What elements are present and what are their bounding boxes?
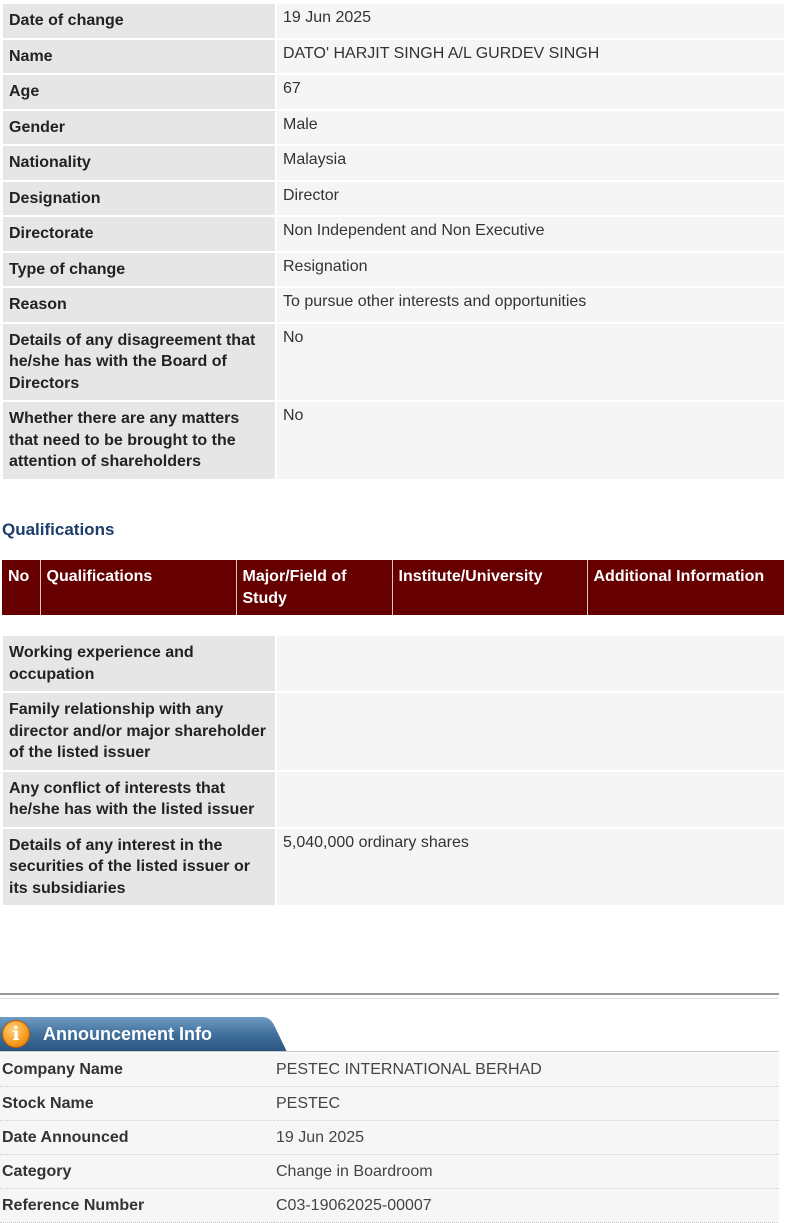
announcement-info-table (0, 1053, 779, 1223)
col-header-qualifications: Qualifications (40, 560, 236, 615)
director-details-table (3, 2, 784, 481)
detail-value (277, 693, 784, 770)
info-icon: i (2, 1020, 30, 1048)
col-header-additional-info: Additional Information (587, 560, 784, 615)
detail-value: Malaysia (277, 146, 784, 180)
additional-details-table (3, 634, 784, 907)
info-row (0, 1087, 779, 1121)
detail-label: Whether there are any matters that need to be brought to the attention of shareholders (3, 402, 277, 479)
info-row (0, 1121, 779, 1155)
qualifications-header-row (2, 560, 784, 615)
detail-value: Director (277, 182, 784, 216)
detail-label: Directorate (3, 217, 277, 251)
detail-row (3, 636, 784, 691)
detail-label: Details of any interest in the securities of the listed issuer or its subsidiaries (3, 829, 277, 906)
detail-row (3, 217, 784, 251)
info-label: Date Announced (0, 1121, 274, 1155)
detail-value: 67 (277, 75, 784, 109)
info-value: PESTEC INTERNATIONAL BERHAD (274, 1053, 779, 1087)
detail-value: No (277, 324, 784, 401)
col-header-institute: Institute/University (392, 560, 587, 615)
detail-row (3, 4, 784, 38)
info-row (0, 1053, 779, 1087)
detail-label: Nationality (3, 146, 277, 180)
section-divider-shadow (0, 998, 779, 999)
info-row (0, 1155, 779, 1189)
detail-label: Name (3, 40, 277, 74)
tab-underline (0, 1051, 779, 1052)
detail-label: Type of change (3, 253, 277, 287)
detail-label: Designation (3, 182, 277, 216)
detail-label: Any conflict of interests that he/she has with the listed issuer (3, 772, 277, 827)
info-value: 19 Jun 2025 (274, 1121, 779, 1155)
detail-value: 5,040,000 ordinary shares (277, 829, 784, 906)
col-header-major: Major/Field of Study (236, 560, 392, 615)
detail-row (3, 253, 784, 287)
detail-label: Family relationship with any director and/or major shareholder of the listed issuer (3, 693, 277, 770)
detail-label: Age (3, 75, 277, 109)
detail-row (3, 146, 784, 180)
info-label: Stock Name (0, 1087, 274, 1121)
col-header-no: No (2, 560, 40, 615)
info-label: Company Name (0, 1053, 274, 1087)
detail-value: 19 Jun 2025 (277, 4, 784, 38)
detail-value: Resignation (277, 253, 784, 287)
info-label: Category (0, 1155, 274, 1189)
detail-row (3, 182, 784, 216)
detail-value: No (277, 402, 784, 479)
detail-value (277, 636, 784, 691)
detail-value: DATO' HARJIT SINGH A/L GURDEV SINGH (277, 40, 784, 74)
detail-label: Date of change (3, 4, 277, 38)
detail-label: Reason (3, 288, 277, 322)
detail-label: Details of any disagreement that he/she has with the Board of Directors (3, 324, 277, 401)
detail-row (3, 40, 784, 74)
announcement-info-tab (0, 1017, 287, 1052)
detail-label: Gender (3, 111, 277, 145)
announcement-info-title: Announcement Info (43, 1024, 212, 1044)
detail-row (3, 75, 784, 109)
info-row (0, 1189, 779, 1223)
detail-value (277, 772, 784, 827)
info-value: Change in Boardroom (274, 1155, 779, 1189)
qualifications-title: Qualifications (2, 520, 115, 539)
detail-value: Male (277, 111, 784, 145)
detail-row (3, 402, 784, 479)
detail-row (3, 693, 784, 770)
detail-value: To pursue other interests and opportunities (277, 288, 784, 322)
detail-row (3, 288, 784, 322)
detail-row (3, 772, 784, 827)
detail-value: Non Independent and Non Executive (277, 217, 784, 251)
qualifications-table (2, 560, 784, 615)
detail-row (3, 324, 784, 401)
detail-row (3, 829, 784, 906)
detail-row (3, 111, 784, 145)
section-divider (0, 993, 779, 995)
detail-label: Working experience and occupation (3, 636, 277, 691)
info-value: PESTEC (274, 1087, 779, 1121)
info-label: Reference Number (0, 1189, 274, 1223)
info-value: C03-19062025-00007 (274, 1189, 779, 1223)
